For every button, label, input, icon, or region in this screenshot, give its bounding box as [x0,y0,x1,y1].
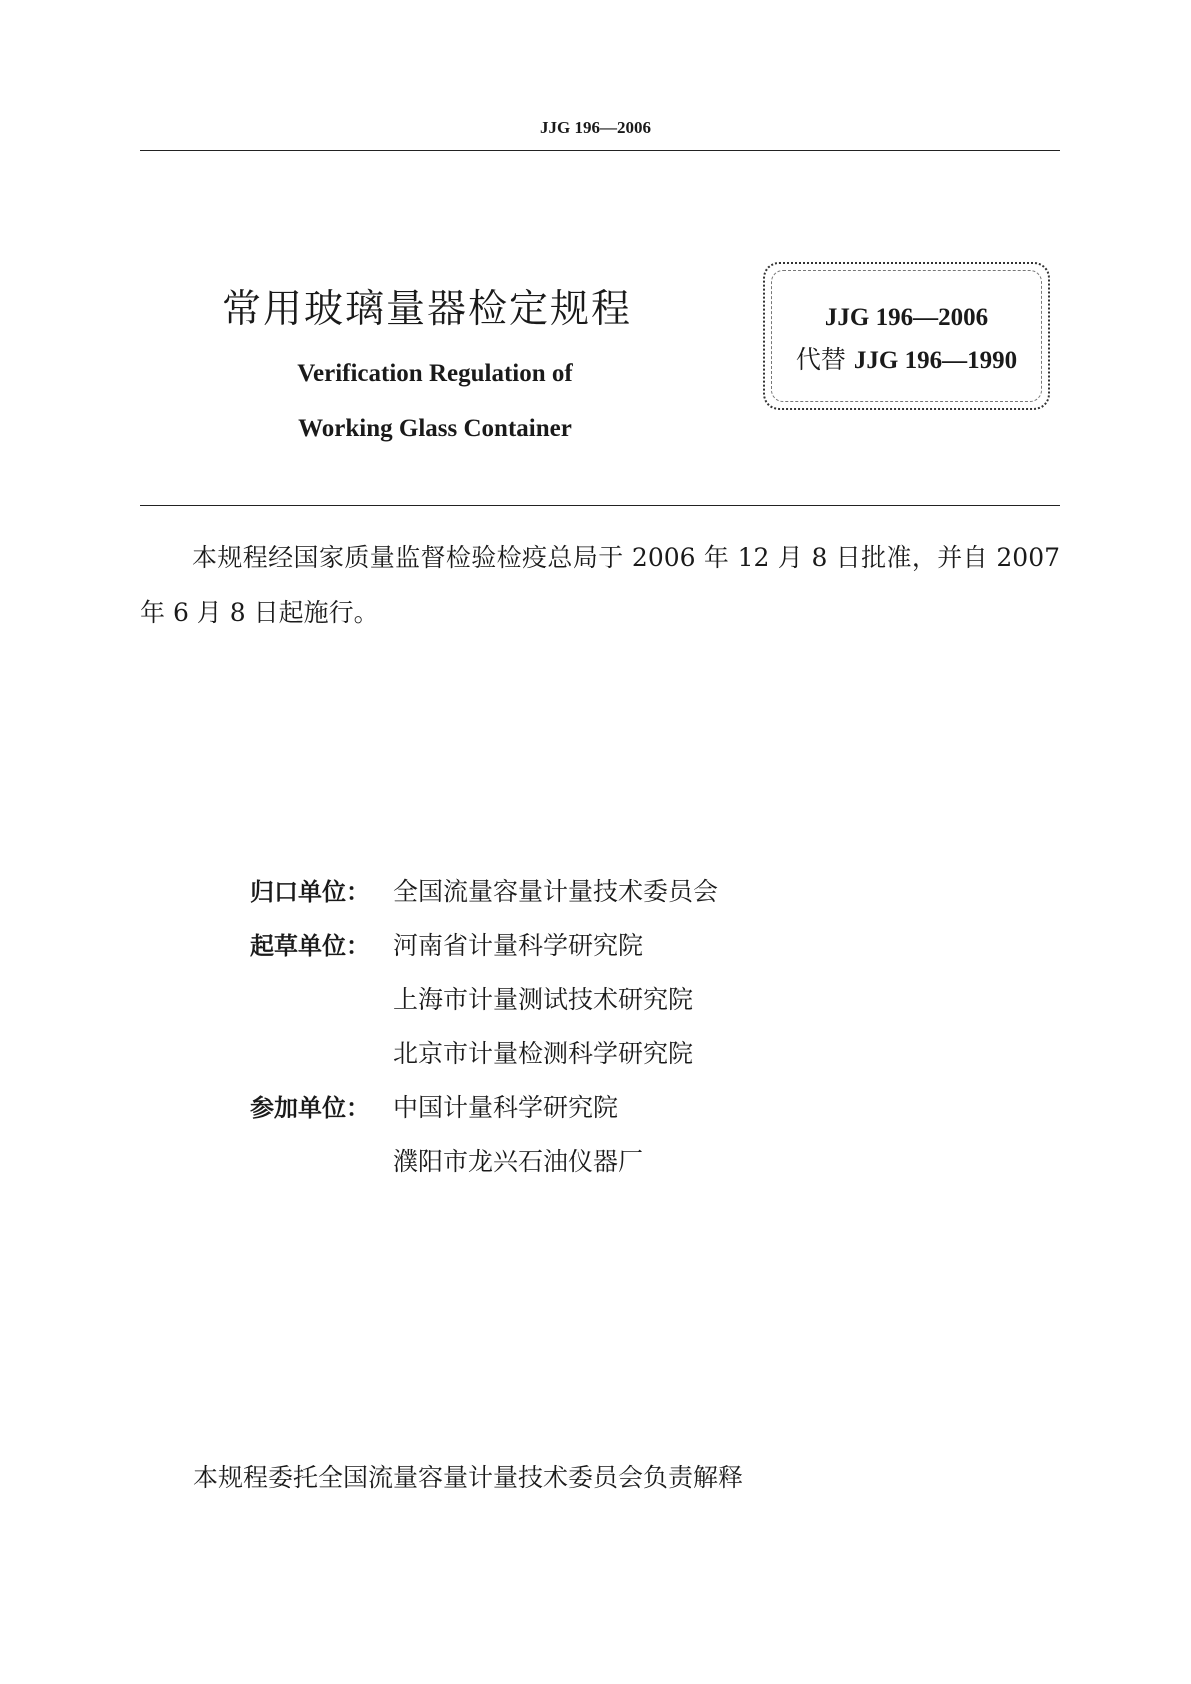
header-rule [140,150,1060,151]
drafting-unit-3: 北京市计量检测科学研究院 [393,1039,694,1068]
document-title-chinese: 常用玻璃量器检定规程 [222,287,633,332]
participating-unit-1: 中国计量科学研究院 [393,1093,619,1122]
replaces-code: JJG 196—1990 [853,347,1018,374]
standard-number-box-inner-border [771,270,1042,402]
drafting-unit-1: 河南省计量科学研究院 [393,931,644,960]
replaces-line [763,340,1050,376]
title-section-rule [140,505,1060,506]
replaces-prefix: 代替 [795,345,846,374]
responsible-unit: 全国流量容量计量技术委员会 [393,877,719,906]
standard-code-text: JJG 196—2006 [824,304,989,331]
responsible-unit-label: 归口单位： [250,878,370,906]
drafting-unit-2: 上海市计量测试技术研究院 [393,985,694,1014]
standard-number-box [763,262,1050,410]
interpretation-note: 本规程委托全国流量容量计量技术委员会负责解释 [193,1463,744,1492]
document-title-english-line2: Working Glass Container [298,415,572,442]
approval-statement: 本规程经国家质量监督检验检疫总局于 2006 年 12 月 8 日批准，并自 2007 年 6 月 8 日起施行。 [140,543,1060,627]
standard-code [763,302,1050,332]
drafting-unit-label: 起草单位： [250,932,370,960]
participating-unit-2: 濮阳市龙兴石油仪器厂 [393,1147,644,1176]
document-title-english-line1: Verification Regulation of [297,360,573,387]
running-header-code: JJG 196—2006 [540,118,651,137]
participating-unit-label: 参加单位： [250,1094,370,1122]
